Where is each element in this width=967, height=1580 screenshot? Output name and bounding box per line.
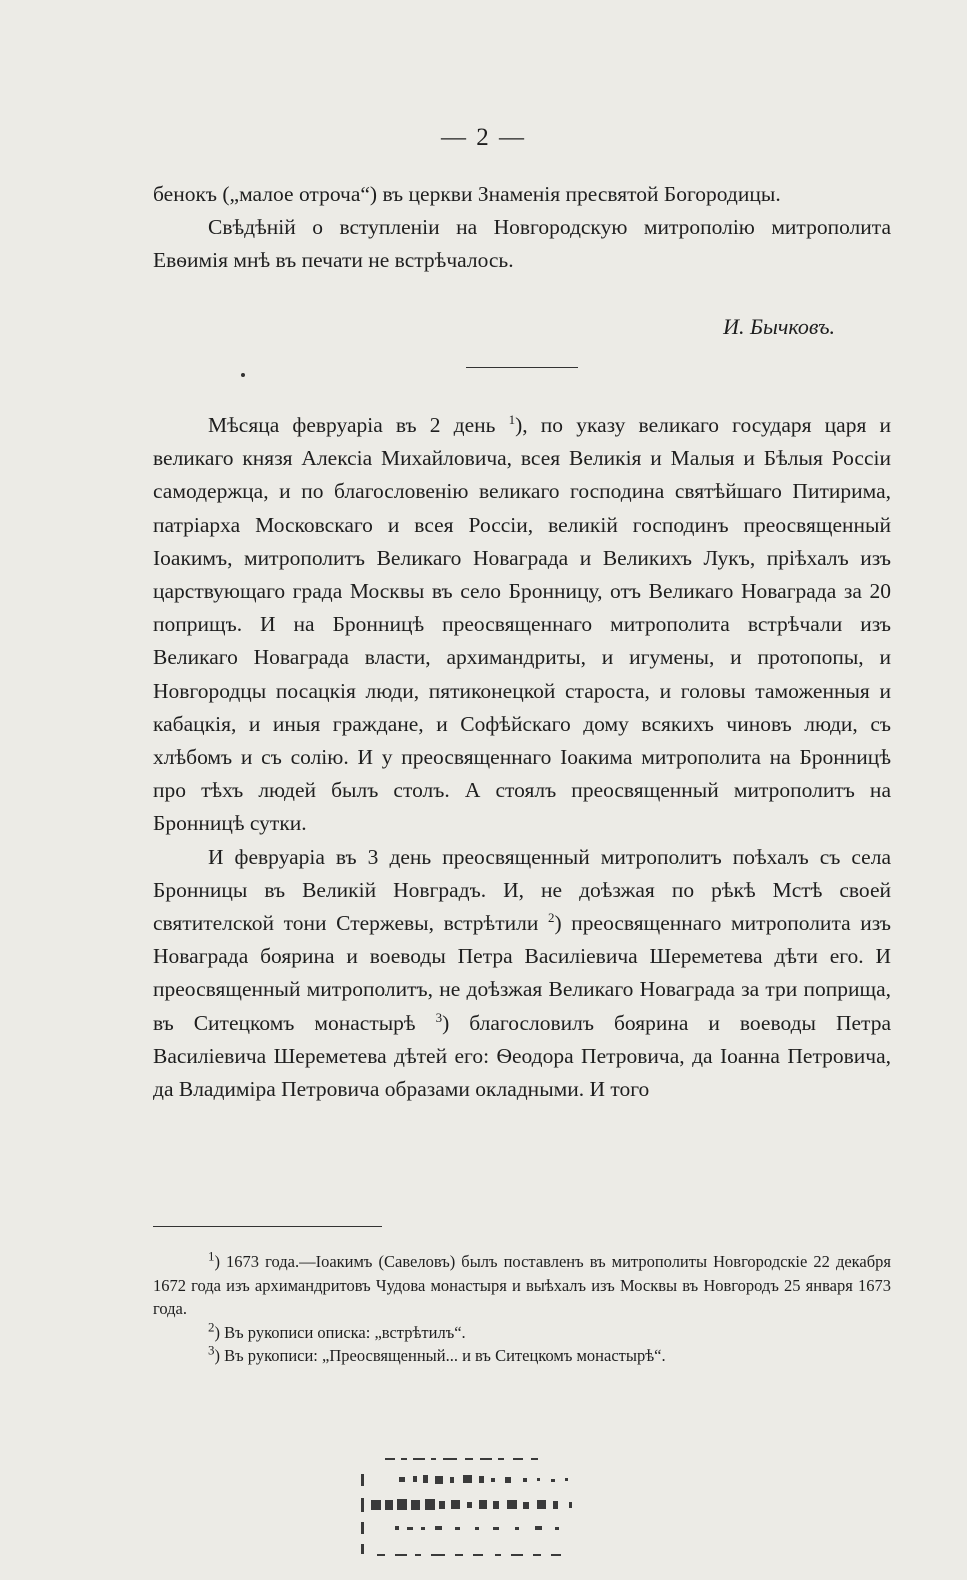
text-run: ) благословилъ боярина и воеводы Петра Василіевича Шереметева дѣтей его: Ѳеодора Петровича, да Іоанна Петровича, да Владиміра Петровича образами окладными. И того [153,1010,891,1102]
footnote-mark: 1 [208,1248,215,1264]
footnote-ref: 1 [508,411,516,427]
text-run: И февруаріа въ 3 день преосвященный митрополитъ поѣхалъ съ села Бронницы въ Великій Новградъ. И, не доѣзжая по рѣкѣ Мстѣ своей святителской тони Стержевы, встрѣтили [153,844,891,936]
footnotes [153,1250,891,1368]
text-block-top [153,178,891,278]
footnote-mark: 3 [208,1342,215,1358]
paragraph: Свѣдѣній о вступленіи на Новгородскую митрополію митрополита Евѳимія мнѣ въ печати не встрѣчалось. [153,215,891,273]
text-run: Мѣсяца февруаріа въ 2 день [208,413,509,437]
footnote [153,1344,891,1368]
footnote-ref: 2 [548,909,555,925]
footnote-mark: 2 [208,1319,215,1334]
speck [241,373,245,377]
footnote-text: ) 1673 года.—Іоакимъ (Савеловъ) былъ поставленъ въ митрополиты Новгородскіе 22 декабря 1672 года изъ архимандритовъ Чудова монастыря и выѣхалъ изъ Москвы въ Новгородъ 25 января 1673 года. [153,1252,891,1318]
footnote-ref: 3 [435,1009,443,1025]
paragraph: бенокъ („малое отроча“) въ церкви Знаменія пресвятой Богородицы. [153,182,781,206]
footnote-divider [153,1226,382,1227]
text-run: ) преосвященнаго митрополита изъ Новаграда боярина и воеводы Петра Василіевича Шереметева дѣти его. И преосвященный митрополитъ, не доѣзжая Великаго Новаграда за три поприща, въ Ситецкомъ монастырѣ [153,911,892,1035]
footnote [153,1250,891,1321]
text-block-main [153,409,891,1106]
page-number: — 2 — [441,124,526,151]
section-divider [466,367,578,368]
library-stamp-image [355,1450,595,1565]
author-signature: И. Бычковъ. [723,314,835,339]
paragraph [153,841,891,1107]
footnote-text: ) Въ рукописи описка: „встрѣтилъ“. [214,1322,466,1342]
text-run: ), по указу великаго государя царя и великаго князя Алексіа Михайловича, всея Великія и Малыя и Бѣлыя Россіи самодержца, и по благословенію великаго господина святѣйшаго Питирима, патріарха Московскаго и всея Россіи, великій господинъ преосвященный Іоакимъ, митрополитъ Великаго Новаграда и Великихъ Лукъ, пріѣхалъ изъ царствующаго града Москвы въ село Бронницу, отъ Великаго Новаграда за 20 поприщъ. И на Бронницѣ преосвященнаго митрополита встрѣчали изъ Великаго Новаграда власти, архимандриты, и игумены, и протопопы, и Новгородцы посацкія люди, пятиконецкой староста, и головы таможенныя и кабацкія, и иныя граждане, и Софѣйскаго дому всякихъ чиновъ люди, съ хлѣбомъ и съ солію. И у преосвященнаго Іоакима митрополита на Бронницѣ про тѣхъ людей былъ столъ. А стоялъ преосвященный митрополитъ на Бронницѣ сутки. [153,413,891,836]
paragraph [153,409,891,841]
footnote-text: ) Въ рукописи: „Преосвященный... и въ Ситецкомъ монастырѣ“. [214,1346,666,1365]
footnote [153,1321,891,1345]
